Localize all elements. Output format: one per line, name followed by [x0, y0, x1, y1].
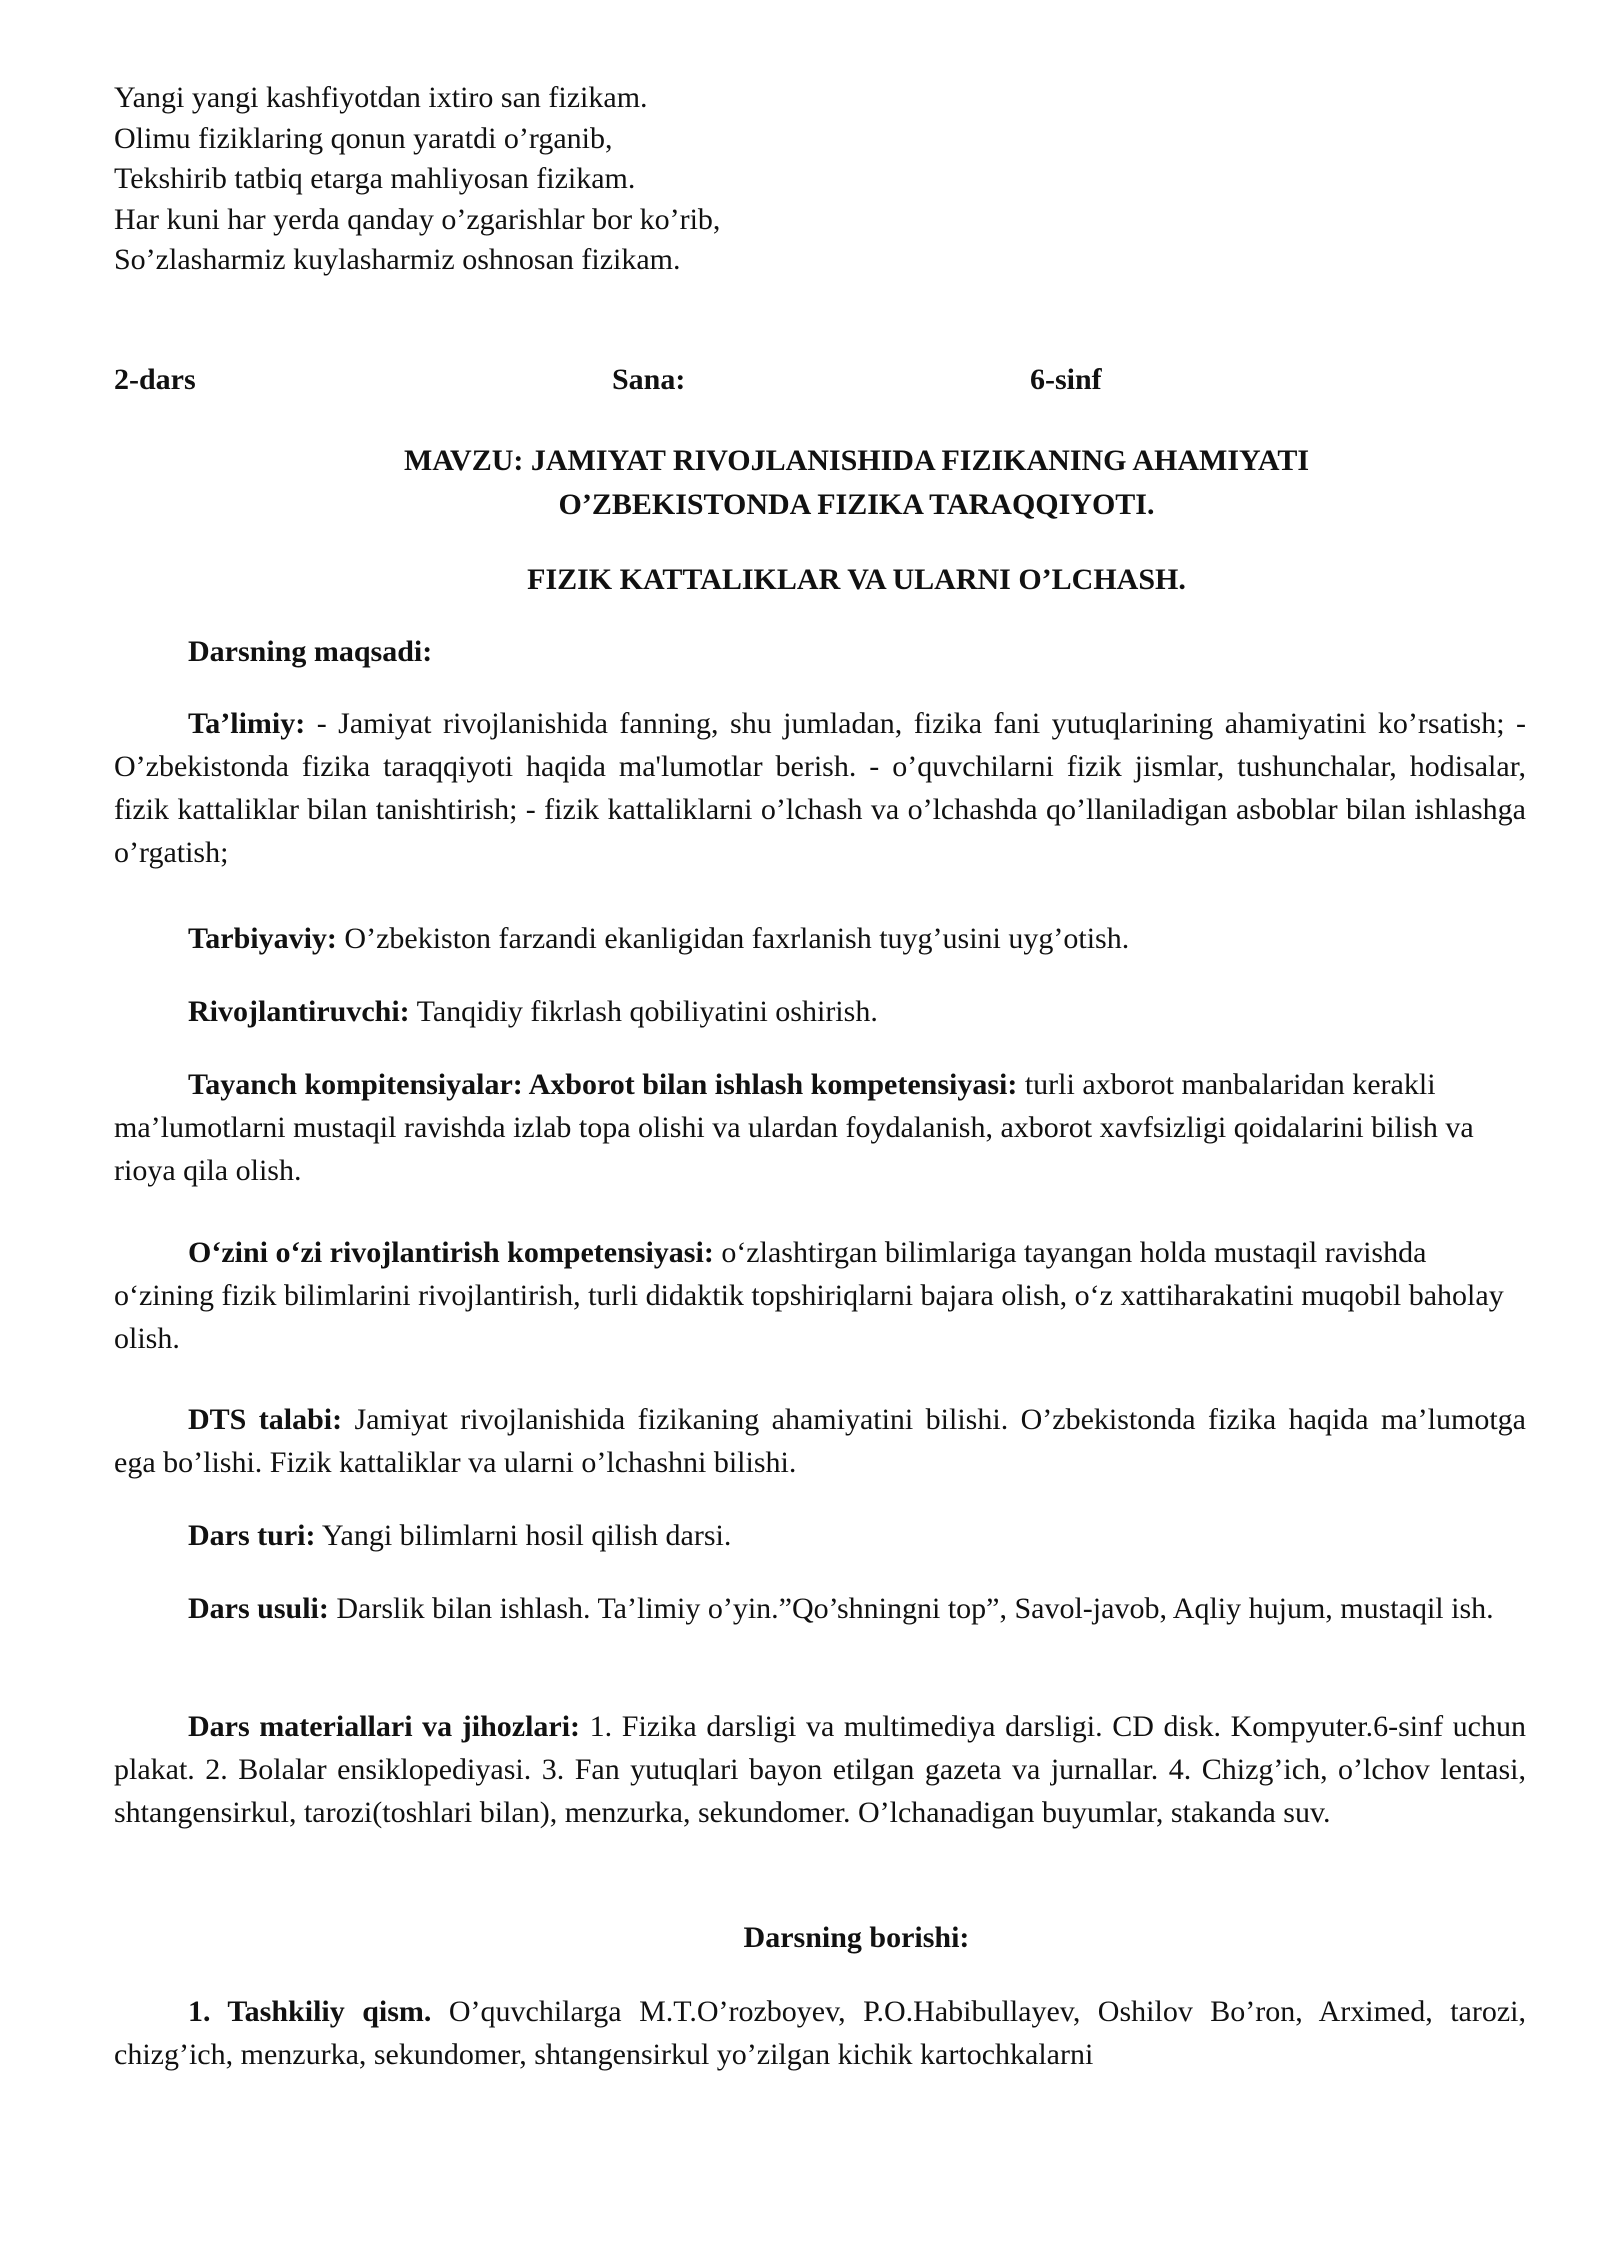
section-ozini: [114, 1231, 1526, 1360]
section-text: O’quvchilarga M.T.O’rozboyev, P.O.Habibullayev, Oshilov Bo’ron, Arximed, tarozi, chizg’ich, menzurka, sekundomer, shtangensirkul yo’zilgan kichik kartochkalarni: [114, 1995, 1527, 2071]
lesson-number: 2-dars: [114, 363, 196, 396]
section-dars-turi: [114, 1514, 1526, 1557]
topic-line-1: MAVZU: JAMIYAT RIVOJLANISHIDA FIZIKANING AHAMIYATI: [403, 444, 1310, 477]
section-tarbiyaviy: [114, 917, 1526, 960]
goal-title: Darsning maqsadi:: [188, 635, 433, 668]
poem-line: Har kuni har yerda qanday o’zgarishlar bor ko’rib,: [114, 202, 721, 236]
topic-line-2: O’ZBEKISTONDA FIZIKA TARAQQIYOTI.: [558, 488, 1155, 521]
section-tayanch: [114, 1063, 1526, 1192]
section-text: Darslik bilan ishlash. Ta’limiy o’yin.”Qo’shningni top”, Savol-javob, Aqliy hujum, mustaqil ish.: [328, 1592, 1494, 1625]
section-label: Dars materiallari va jihozlari:: [188, 1710, 581, 1743]
section-text: Jamiyat rivojlanishida fizikaning ahamiyatini bilishi. O’zbekistonda fizika haqida ma’lumotga ega bo’lishi. Fizik kattaliklar va ularni o’lchashni bilishi.: [114, 1403, 1526, 1479]
section-label: DTS talabi:: [188, 1403, 343, 1436]
poem-line: Olimu fiziklaring qonun yaratdi o’rganib,: [114, 121, 613, 155]
poem-line: So’zlasharmiz kuylasharmiz oshnosan fizikam.: [114, 243, 681, 276]
section-label: Dars usuli:: [188, 1592, 329, 1625]
section-label: Dars turi:: [188, 1519, 316, 1552]
poem-line: Yangi yangi kashfiyotdan ixtiro san fizikam.: [114, 81, 648, 114]
section-materiallar: [114, 1705, 1526, 1834]
section-tashkiliy: [114, 1990, 1526, 2076]
section-dars-usuli: [114, 1587, 1526, 1630]
grade-label: 6-sinf: [1030, 363, 1102, 396]
section-rivojlantiruvchi: [114, 990, 1526, 1033]
date-label: Sana:: [612, 363, 686, 396]
section-text: Tanqidiy fikrlash qobiliyatini oshirish.: [409, 995, 878, 1028]
poem-line: Tekshirib tatbiq etarga mahliyosan fizikam.: [114, 162, 636, 195]
section-label: Tarbiyaviy:: [188, 922, 337, 955]
section-text: turli axborot manbalaridan kerakli ma’lumotlarni mustaqil ravishda izlab topa olishi va ulardan foydalanish, axborot xavfsizligi qoidalarini bilish va rioya qila olish.: [114, 1068, 1474, 1187]
section-label: O‘zini o‘zi rivojlantirish kompetensiyasi:: [188, 1236, 714, 1269]
section-talimiy: [114, 702, 1526, 874]
topic-line-3: FIZIK KATTALIKLAR VA ULARNI O’LCHASH.: [527, 563, 1186, 596]
section-label: Ta’limiy:: [188, 707, 306, 740]
section-text: - Jamiyat rivojlanishida fanning, shu jumladan, fizika fani yutuqlarining ahamiyatini ko’rsatish; - O’zbekistonda fizika taraqqiyoti haqida ma'lumotlar berish. - o’quvchilarni fizik jismlar, tushunchalar, hodisalar, fizik kattaliklar bilan tanishtirish; - fizik kattaliklarni o’lchash va o’lchashda qo’llaniladigan asboblar bilan ishlashga o’rgatish;: [114, 707, 1526, 869]
section-text: O’zbekiston farzandi ekanligidan faxrlanish tuyg’usini uyg’otish.: [336, 922, 1130, 955]
poem: [114, 78, 1014, 281]
section-label: 1. Tashkiliy qism.: [188, 1995, 432, 2028]
borishi-title: Darsning borishi:: [743, 1921, 970, 1954]
section-dts: [114, 1398, 1526, 1484]
section-text: Yangi bilimlarni hosil qilish darsi.: [315, 1519, 732, 1552]
section-text: 1. Fizika darsligi va multimediya darsligi. CD disk. Kompyuter.6-sinf uchun plakat. 2. Bolalar ensiklopediyasi. 3. Fan yutuqlari bayon etilgan gazeta va jurnallar. 4. Chizg’ich, o’lchov lentasi, shtangensirkul, tarozi(toshlari bilan), menzurka, sekundomer. O’lchanadigan buyumlar, stakanda suv.: [114, 1710, 1526, 1829]
section-text: o‘zlashtirgan bilimlariga tayangan holda mustaqil ravishda o‘zining fizik bilimlarini rivojlantirish, turli didaktik topshiriqlarni bajara olish, o‘z xattiharakatini muqobil baholay olish.: [114, 1236, 1504, 1355]
section-label: Rivojlantiruvchi:: [188, 995, 410, 1028]
section-label: Tayanch kompitensiyalar: Axborot bilan ishlash kompetensiyasi:: [188, 1068, 1018, 1101]
